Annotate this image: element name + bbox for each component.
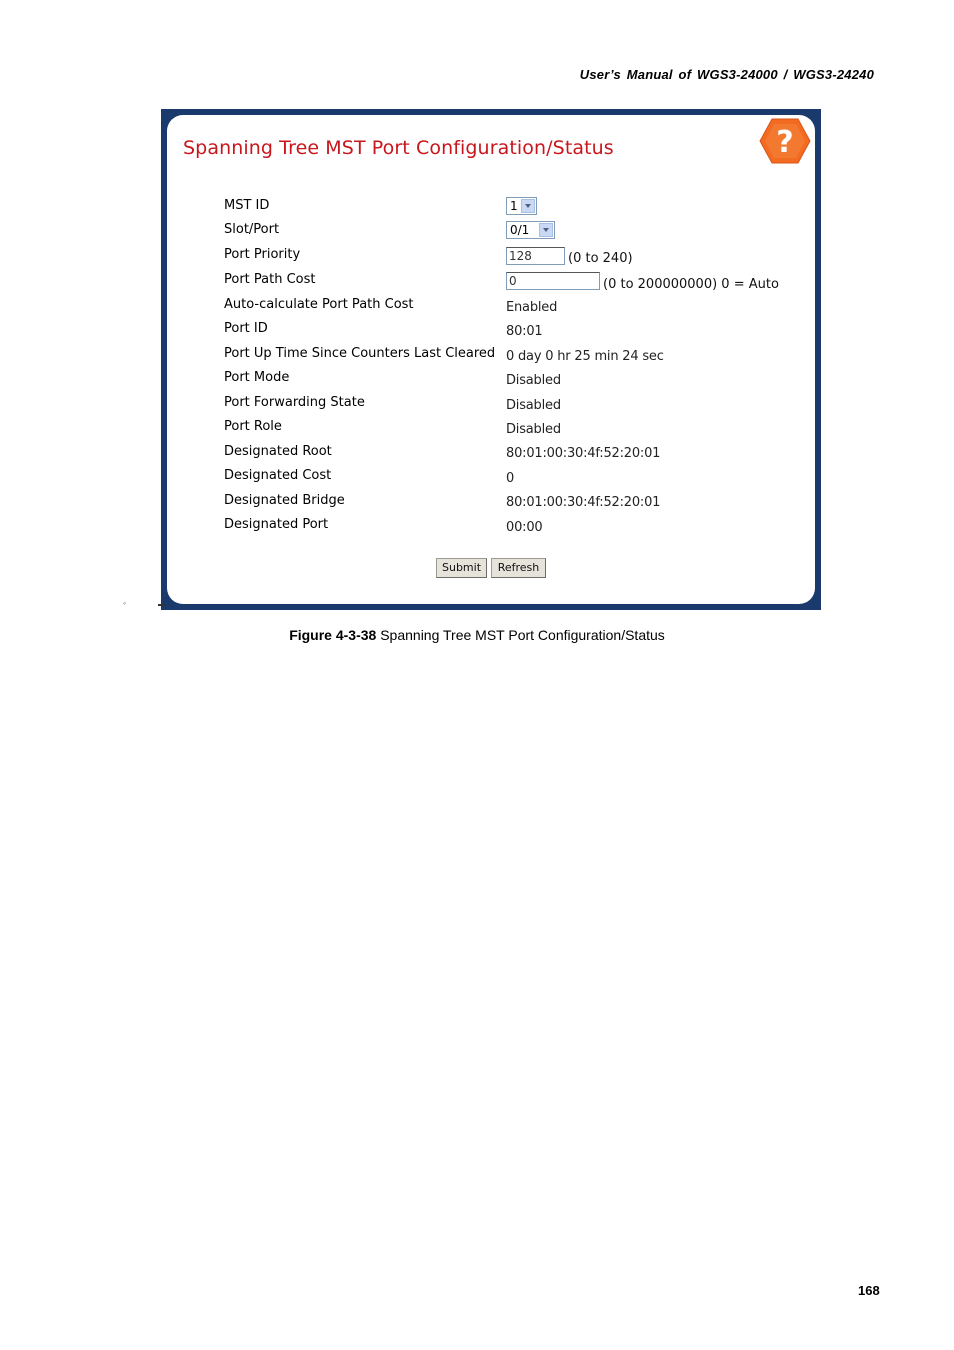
- port-up-time-label: Port Up Time Since Counters Last Cleared: [224, 346, 496, 361]
- margin-mark: ◦: [123, 598, 127, 608]
- port-priority-input[interactable]: 128: [506, 247, 565, 265]
- port-forwarding-state-label: Port Forwarding State: [224, 395, 365, 410]
- port-mode-value: Disabled: [506, 373, 561, 388]
- designated-bridge-label: Designated Bridge: [224, 493, 345, 508]
- chevron-down-icon[interactable]: [539, 223, 553, 237]
- submit-button[interactable]: Submit: [436, 558, 487, 578]
- port-path-cost-range-hint: (0 to 200000000) 0 = Auto: [603, 277, 779, 292]
- mst-id-label: MST ID: [224, 198, 270, 213]
- designated-bridge-value: 80:01:00:30:4f:52:20:01: [506, 495, 661, 510]
- refresh-button[interactable]: Refresh: [491, 558, 546, 578]
- designated-root-value: 80:01:00:30:4f:52:20:01: [506, 446, 661, 461]
- port-forwarding-state-value: Disabled: [506, 398, 561, 413]
- figure-caption: [0, 627, 954, 643]
- page-title: Spanning Tree MST Port Configuration/Status: [183, 137, 614, 159]
- slot-port-select[interactable]: [506, 221, 555, 239]
- designated-root-label: Designated Root: [224, 444, 332, 459]
- port-priority-range-hint: (0 to 240): [568, 251, 633, 266]
- figure-caption-text: Spanning Tree MST Port Configuration/Status: [376, 627, 665, 643]
- chevron-down-icon[interactable]: [521, 199, 535, 213]
- port-role-value: Disabled: [506, 422, 561, 437]
- mst-id-value: 1: [510, 199, 518, 213]
- slot-port-value: 0/1: [510, 223, 530, 237]
- port-id-label: Port ID: [224, 321, 268, 336]
- port-role-label: Port Role: [224, 419, 282, 434]
- port-path-cost-label: Port Path Cost: [224, 272, 316, 287]
- config-panel: [167, 115, 815, 604]
- slot-port-label: Slot/Port: [224, 222, 280, 237]
- question-mark-icon[interactable]: [759, 117, 811, 165]
- port-priority-label: Port Priority: [224, 247, 301, 262]
- figure-label: Figure 4-3-38: [289, 627, 377, 643]
- port-mode-label: Port Mode: [224, 370, 290, 385]
- port-id-value: 80:01: [506, 324, 543, 339]
- designated-port-value: 00:00: [506, 520, 543, 535]
- auto-calc-path-cost-label: Auto-calculate Port Path Cost: [224, 297, 414, 312]
- port-up-time-value: 0 day 0 hr 25 min 24 sec: [506, 349, 664, 364]
- margin-dash: [158, 604, 166, 606]
- mst-id-select[interactable]: [506, 197, 537, 215]
- manual-header: User’s Manual of WGS3-24000 / WGS3-24240: [579, 67, 874, 82]
- designated-port-label: Designated Port: [224, 517, 329, 532]
- designated-cost-value: 0: [506, 471, 515, 486]
- page-number: 168: [858, 1283, 880, 1298]
- screenshot-frame: [161, 109, 821, 610]
- designated-cost-label: Designated Cost: [224, 468, 332, 483]
- svg-text:?: ?: [776, 125, 794, 160]
- auto-calc-path-cost-value: Enabled: [506, 300, 558, 315]
- port-path-cost-input[interactable]: 0: [506, 272, 600, 290]
